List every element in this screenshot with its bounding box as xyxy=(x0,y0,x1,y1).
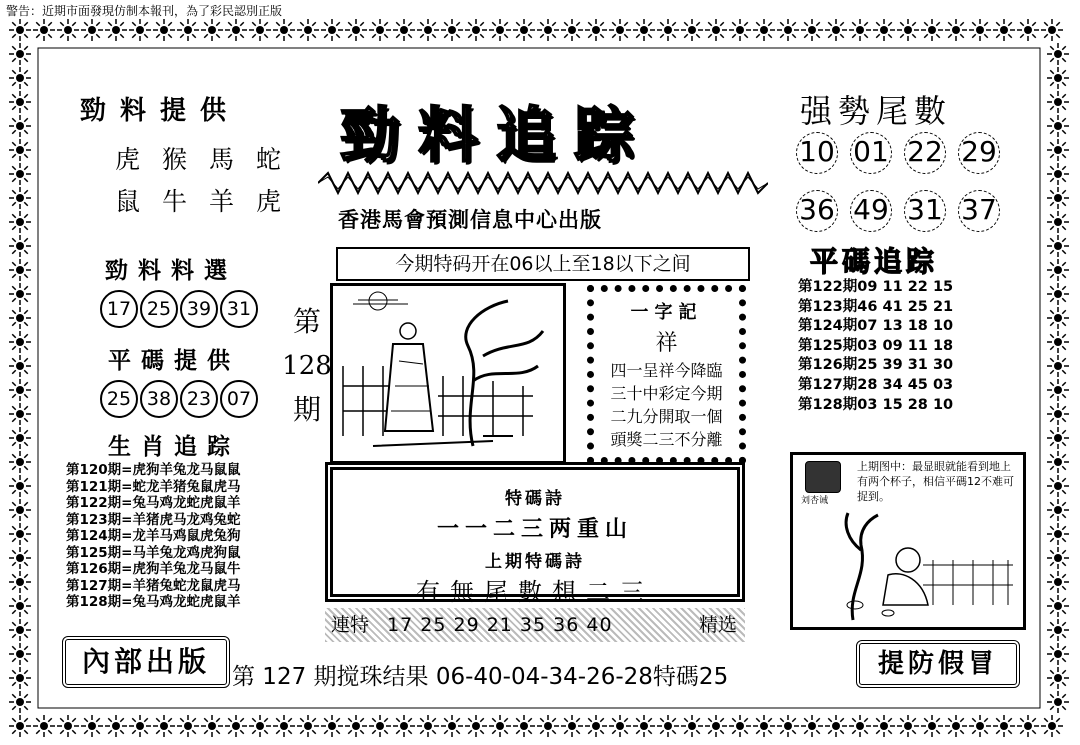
sun-ornament xyxy=(585,715,607,737)
sun-ornament xyxy=(1047,523,1069,545)
sun-ornament xyxy=(825,19,847,41)
sun-ornament xyxy=(969,715,991,737)
sun-ornament xyxy=(489,19,511,41)
sun-ornament xyxy=(945,715,967,737)
tail-number: 36 xyxy=(790,188,844,232)
sun-ornament xyxy=(9,691,31,713)
verse-lines xyxy=(594,359,739,451)
pick-number: 17 xyxy=(100,290,138,328)
sun-ornament xyxy=(1047,595,1069,617)
sequence-label: 連特 xyxy=(331,614,370,636)
pick-numbers xyxy=(100,290,260,328)
cartoon-logo: 刘杏诫 xyxy=(801,496,829,506)
sun-ornament xyxy=(9,283,31,305)
sun-ornament xyxy=(801,715,823,737)
provide-title: 勁料提供 xyxy=(80,96,241,126)
sun-ornament xyxy=(1047,187,1069,209)
flat-number: 38 xyxy=(140,380,178,418)
sun-ornament xyxy=(1047,235,1069,257)
sun-ornament xyxy=(513,715,535,737)
cartoon-caption: 上期图中：最显眼就能看到地上有两个杯子，相信平碼12不难可捉到。 xyxy=(857,460,1014,503)
sun-ornament xyxy=(9,595,31,617)
sun-ornament xyxy=(1047,115,1069,137)
sun-ornament xyxy=(1047,283,1069,305)
issue-label xyxy=(282,300,332,432)
sun-ornament xyxy=(1047,91,1069,113)
sun-ornament xyxy=(729,19,751,41)
verse-line: 頭獎二三不分離 xyxy=(610,430,723,449)
sun-ornament xyxy=(225,19,247,41)
sun-ornament xyxy=(345,715,367,737)
sun-ornament xyxy=(225,715,247,737)
list-item: 第121期=蛇龙羊猪兔鼠虎马 xyxy=(66,478,241,495)
sun-ornament xyxy=(129,715,151,737)
sun-ornament xyxy=(321,715,343,737)
sun-ornament xyxy=(33,715,55,737)
sun-ornament xyxy=(1047,331,1069,353)
sun-ornament xyxy=(9,427,31,449)
tail-numbers xyxy=(790,130,1030,232)
list-item: 第128期03 15 28 10 xyxy=(798,396,954,413)
sun-ornament xyxy=(105,715,127,737)
sun-ornament xyxy=(9,403,31,425)
sun-ornament xyxy=(1047,619,1069,641)
scholar-drawing xyxy=(333,286,563,461)
sun-ornament xyxy=(777,19,799,41)
flat-number: 23 xyxy=(180,380,218,418)
sun-ornament xyxy=(1047,307,1069,329)
sun-ornament xyxy=(633,19,655,41)
tail-number: 49 xyxy=(844,188,898,232)
sun-ornament xyxy=(9,475,31,497)
sun-ornament xyxy=(249,715,271,737)
issue-prefix: 第 xyxy=(292,305,321,338)
sun-ornament xyxy=(1047,403,1069,425)
sun-ornament xyxy=(1047,43,1069,65)
sun-ornament xyxy=(177,19,199,41)
beware-label: 提防假冒 xyxy=(856,640,1020,688)
sun-ornament xyxy=(297,715,319,737)
sun-ornament xyxy=(681,19,703,41)
one-char: 祥 xyxy=(655,331,678,356)
sun-ornament xyxy=(9,355,31,377)
sun-ornament xyxy=(873,19,895,41)
sun-ornament xyxy=(321,19,343,41)
list-item: 第123期46 41 25 21 xyxy=(798,298,954,315)
list-item: 第126期=虎狗羊兔龙马鼠牛 xyxy=(66,561,241,577)
sun-ornament xyxy=(57,19,79,41)
sun-ornament xyxy=(9,451,31,473)
zodiac-track-title: 生肖追踪 xyxy=(108,433,240,460)
sequence-numbers: 17 25 29 21 35 36 40 xyxy=(387,614,613,636)
sun-ornament xyxy=(993,19,1015,41)
list-item: 第122期09 11 22 15 xyxy=(798,279,954,295)
sun-ornament xyxy=(393,715,415,737)
issue-number: 128 xyxy=(282,351,332,381)
sun-ornament xyxy=(273,715,295,737)
sun-ornament xyxy=(9,571,31,593)
range-note: 今期特码开在06以上至18以下之间 xyxy=(336,247,750,281)
flat-numbers xyxy=(100,380,260,418)
sun-ornament xyxy=(393,19,415,41)
sun-ornament xyxy=(657,715,679,737)
sun-ornament xyxy=(369,715,391,737)
list-item: 第127期=羊猪兔蛇龙鼠虎马 xyxy=(66,577,241,594)
sun-ornament xyxy=(921,19,943,41)
sun-ornament xyxy=(873,715,895,737)
special-poem: 一一二三两重山 xyxy=(436,516,633,542)
sun-ornament xyxy=(1047,259,1069,281)
sun-ornament xyxy=(609,19,631,41)
sun-ornament xyxy=(9,643,31,665)
sun-ornament xyxy=(9,259,31,281)
cartoon-panel xyxy=(790,452,1026,630)
sun-ornament xyxy=(105,19,127,41)
pick-title: 勁料料選 xyxy=(105,257,237,284)
sun-ornament xyxy=(1047,643,1069,665)
one-char-panel xyxy=(587,285,746,464)
flat-title: 平碼提供 xyxy=(108,347,240,374)
tail-number: 22 xyxy=(898,130,952,174)
sun-ornament xyxy=(9,331,31,353)
sun-ornament xyxy=(1047,691,1069,713)
sun-ornament xyxy=(753,19,775,41)
tail-number: 37 xyxy=(952,188,1006,232)
sun-ornament xyxy=(33,19,55,41)
verse-line: 三十中彩定今期 xyxy=(610,384,723,403)
sun-ornament xyxy=(1047,163,1069,185)
warning-notice: 警告：近期市面發現仿制本報刊，為了彩民認別正版 xyxy=(6,4,283,18)
list-item: 第124期=龙羊马鸡鼠虎兔狗 xyxy=(66,528,241,544)
sun-ornament xyxy=(9,523,31,545)
sun-ornament xyxy=(297,19,319,41)
sun-ornament xyxy=(513,19,535,41)
sun-ornament xyxy=(705,715,727,737)
tail-title: 强勢尾數 xyxy=(800,92,953,130)
sun-ornament xyxy=(1017,19,1039,41)
sun-ornament xyxy=(129,19,151,41)
sun-ornament xyxy=(1047,499,1069,521)
sun-ornament xyxy=(9,19,31,41)
sun-ornament xyxy=(945,19,967,41)
sun-ornament xyxy=(1047,427,1069,449)
sun-ornament xyxy=(465,19,487,41)
verse-line: 四一呈祥今降臨 xyxy=(610,361,723,380)
list-item: 第126期25 39 31 30 xyxy=(798,357,954,374)
sun-ornament xyxy=(9,715,31,737)
sun-ornament xyxy=(345,19,367,41)
zodiac-row-2: 鼠牛羊虎 xyxy=(115,187,304,216)
list-item: 第125期03 09 11 18 xyxy=(798,337,954,354)
last-poem-title: 上期特碼詩 xyxy=(485,552,585,572)
sun-ornament xyxy=(9,187,31,209)
cartoon-drawing xyxy=(793,505,1023,625)
sun-ornament xyxy=(9,163,31,185)
main-title: 勁料追踪 xyxy=(340,101,652,171)
sun-ornament xyxy=(1047,547,1069,569)
sun-ornament xyxy=(369,19,391,41)
one-char-title: 一字記 xyxy=(630,302,703,323)
sun-ornament xyxy=(993,715,1015,737)
sun-ornament xyxy=(273,19,295,41)
tail-number: 29 xyxy=(952,130,1006,174)
sun-ornament xyxy=(153,19,175,41)
sun-ornament xyxy=(1047,139,1069,161)
sun-ornament xyxy=(825,715,847,737)
issue-suffix: 期 xyxy=(292,393,321,426)
zigzag-divider xyxy=(318,170,768,196)
sun-ornament xyxy=(801,19,823,41)
sun-ornament xyxy=(849,715,871,737)
sun-ornament xyxy=(753,715,775,737)
sun-ornament xyxy=(9,43,31,65)
sun-ornament xyxy=(1047,355,1069,377)
cartoon-logo-icon xyxy=(805,461,841,493)
sun-ornament xyxy=(417,715,439,737)
last-poem: 有無尾數想二三 xyxy=(416,578,654,606)
sun-ornament xyxy=(897,715,919,737)
list-item: 第128期=兔马鸡龙蛇虎鼠羊 xyxy=(66,594,241,610)
sun-ornament xyxy=(57,715,79,737)
inside-label: 內部出版 xyxy=(62,636,230,688)
sun-ornament xyxy=(153,715,175,737)
sun-ornament xyxy=(201,715,223,737)
sun-ornament xyxy=(1047,475,1069,497)
sun-ornament xyxy=(177,715,199,737)
sun-ornament xyxy=(609,715,631,737)
sun-ornament xyxy=(489,715,511,737)
pick-number: 25 xyxy=(140,290,178,328)
sun-ornament xyxy=(1047,451,1069,473)
flat-track-title: 平碼追踪 xyxy=(810,245,939,278)
sun-ornament xyxy=(1047,667,1069,689)
sun-ornament xyxy=(1017,715,1039,737)
special-poem-panel xyxy=(325,462,745,606)
list-item: 第122期=兔马鸡龙蛇虎鼠羊 xyxy=(66,495,241,511)
sun-ornament xyxy=(249,19,271,41)
sun-ornament xyxy=(1047,379,1069,401)
verse-line: 二九分開取一個 xyxy=(610,407,723,426)
pick-number: 39 xyxy=(180,290,218,328)
sun-ornament xyxy=(1041,715,1063,737)
list-item: 第127期28 34 45 03 xyxy=(798,376,954,393)
sun-ornament xyxy=(681,715,703,737)
sun-ornament xyxy=(9,211,31,233)
sun-ornament xyxy=(657,19,679,41)
pick-number: 31 xyxy=(220,290,258,328)
list-item: 第125期=马羊兔龙鸡虎狗鼠 xyxy=(66,544,241,561)
sun-ornament xyxy=(969,19,991,41)
result-line: 第 127 期搅珠结果 06-40-04-34-26-28特碼25 xyxy=(232,664,729,690)
sun-ornament xyxy=(9,379,31,401)
flat-number: 25 xyxy=(100,380,138,418)
sun-ornament xyxy=(921,715,943,737)
sun-ornament xyxy=(705,19,727,41)
sun-ornament xyxy=(9,547,31,569)
sun-ornament xyxy=(585,19,607,41)
sun-ornament xyxy=(1047,211,1069,233)
sun-ornament xyxy=(465,715,487,737)
sun-ornament xyxy=(441,19,463,41)
publisher-line: 香港馬會預測信息中心出版 xyxy=(338,208,602,232)
sun-ornament xyxy=(201,19,223,41)
sequence-bar xyxy=(325,608,745,642)
list-item: 第123期=羊猪虎马龙鸡兔蛇 xyxy=(66,511,241,528)
sun-ornament xyxy=(1047,67,1069,89)
sun-ornament xyxy=(9,307,31,329)
sun-ornament xyxy=(729,715,751,737)
tail-number: 01 xyxy=(844,130,898,174)
sun-ornament xyxy=(9,115,31,137)
sun-ornament xyxy=(537,715,559,737)
sun-ornament xyxy=(417,19,439,41)
sun-ornament xyxy=(1041,19,1063,41)
sun-ornament xyxy=(9,91,31,113)
sun-ornament xyxy=(81,19,103,41)
sun-ornament xyxy=(849,19,871,41)
sun-ornament xyxy=(561,715,583,737)
tail-number: 31 xyxy=(898,188,952,232)
sun-ornament xyxy=(9,235,31,257)
flat-track-list xyxy=(798,278,968,415)
sun-ornament xyxy=(897,19,919,41)
sun-ornament xyxy=(633,715,655,737)
sun-ornament xyxy=(9,667,31,689)
tail-number: 10 xyxy=(790,130,844,174)
flat-number: 07 xyxy=(220,380,258,418)
special-poem-title: 特碼詩 xyxy=(505,489,565,509)
list-item: 第124期07 13 18 10 xyxy=(798,318,954,335)
sun-ornament xyxy=(561,19,583,41)
zodiac-track-list xyxy=(66,462,291,611)
illustration-scholar xyxy=(330,283,566,464)
zodiac-row-1: 虎猴馬蛇 xyxy=(115,145,304,174)
sun-ornament xyxy=(81,715,103,737)
sun-ornament xyxy=(9,67,31,89)
sun-ornament xyxy=(537,19,559,41)
sun-ornament xyxy=(441,715,463,737)
sun-ornament xyxy=(777,715,799,737)
sun-ornament xyxy=(1047,571,1069,593)
sequence-suffix: 精选 xyxy=(698,614,737,636)
sun-ornament xyxy=(9,139,31,161)
sun-ornament xyxy=(9,619,31,641)
list-item: 第120期=虎狗羊兔龙马鼠鼠 xyxy=(66,462,241,478)
sun-ornament xyxy=(9,499,31,521)
